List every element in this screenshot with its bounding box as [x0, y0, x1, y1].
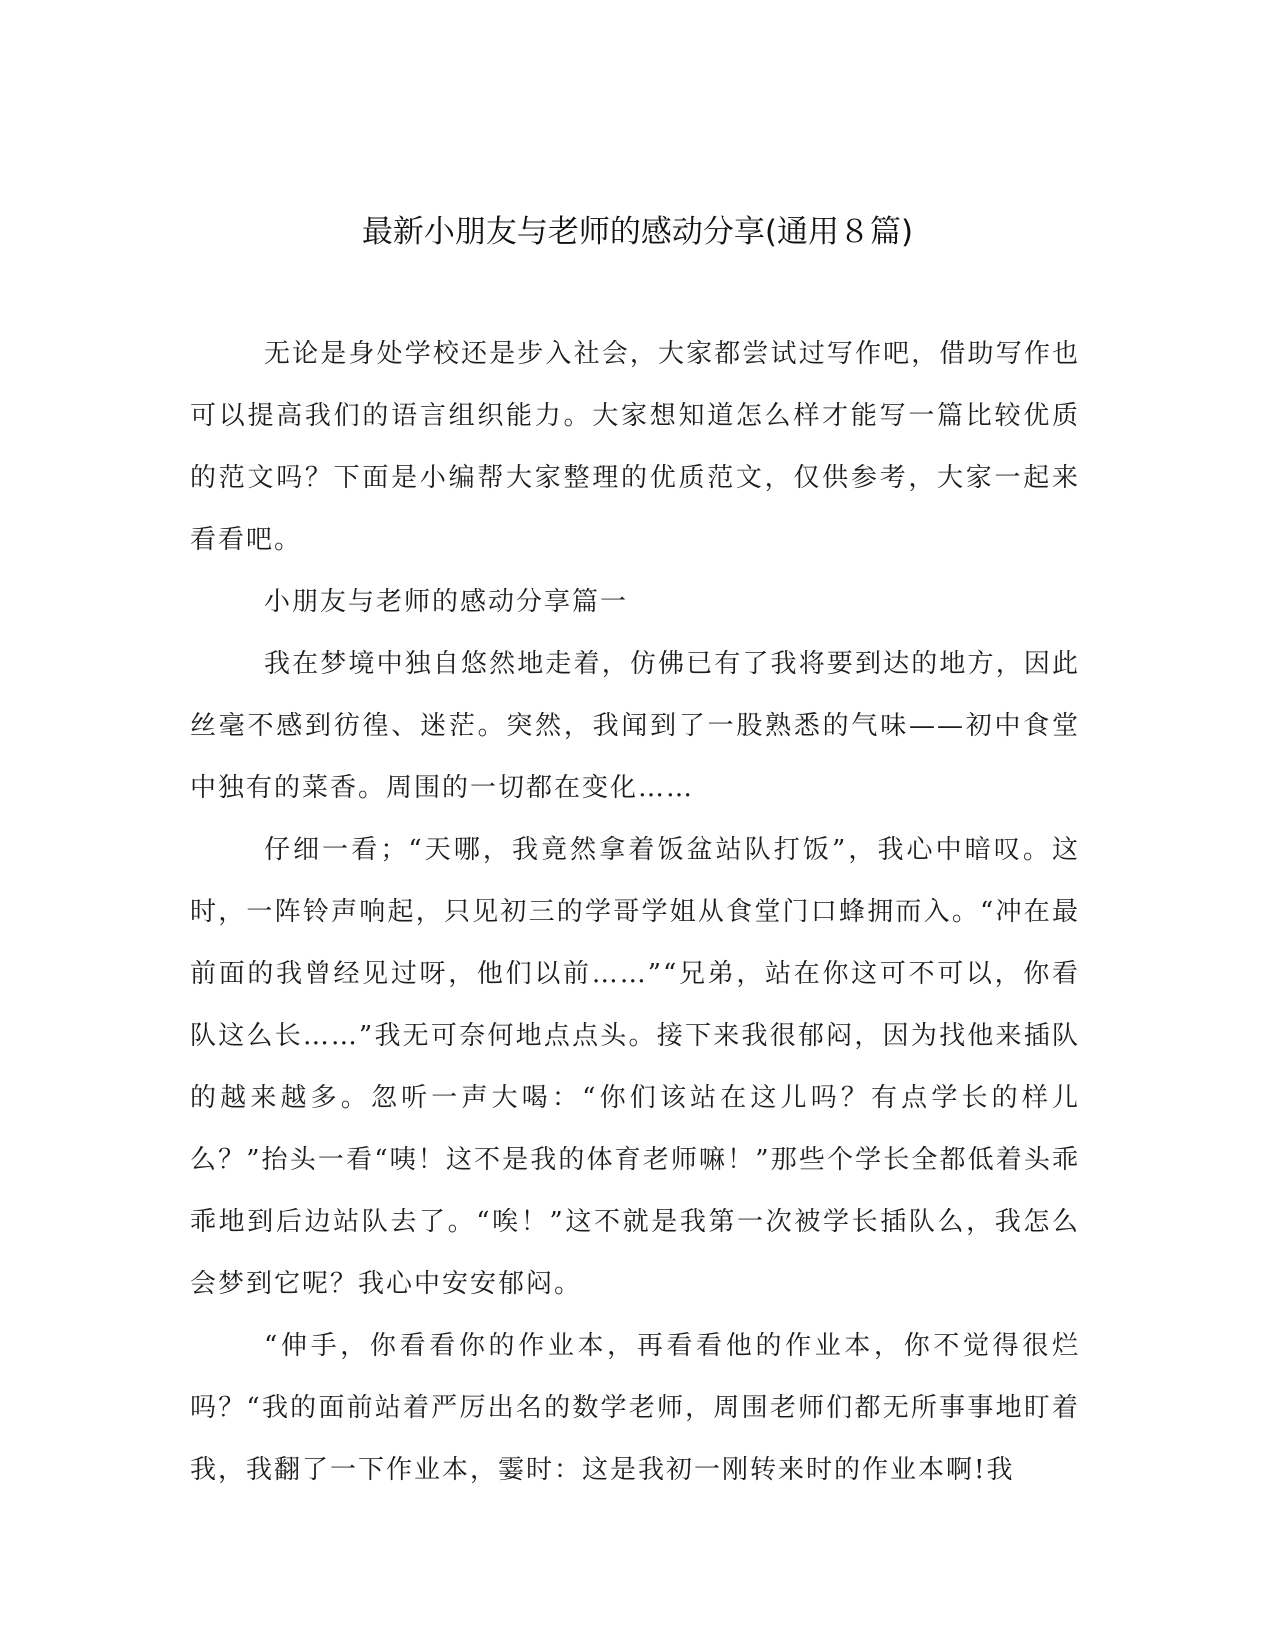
section-heading: 小朋友与老师的感动分享篇一	[264, 587, 629, 617]
document-title: 最新小朋友与老师的感动分享(通用８篇)	[361, 214, 914, 250]
intro-paragraph: 无论是身处学校还是步入社会，大家都尝试过写作吧，借助写作也可以提高我们的语言组织能力。大家想知道怎么样才能写一篇比较优质的范文吗？下面是小编帮大家整理的优质范文，仅供参考，大家一起来看看吧。	[190, 339, 1080, 555]
document-body	[190, 323, 1080, 1501]
body-paragraph: 仔细一看；“天哪，我竟然拿着饭盆站队打饭”，我心中暗叹。这时，一阵铃声响起，只见初三的学哥学姐从食堂门口蜂拥而入。“冲在最前面的我曾经见过呀，他们以前……”“兄弟，站在你这可不可以，你看队这么长……”我无可奈何地点点头。接下来我很郁闷，因为找他来插队的越来越多。忽听一声大喝：“你们该站在这儿吗？有点学长的样儿么？”抬头一看“咦！这不是我的体育老师嘛！”那些个学长全都低着头乖乖地到后边站队去了。“唉！”这不就是我第一次被学长插队么，我怎么会梦到它呢？我心中安安郁闷。	[190, 835, 1080, 1299]
body-paragraph: 我在梦境中独自悠然地走着，仿佛已有了我将要到达的地方，因此丝毫不感到彷徨、迷茫。突然，我闻到了一股熟悉的气味——初中食堂中独有的菜香。周围的一切都在变化……	[190, 649, 1080, 803]
body-paragraph: “伸手，你看看你的作业本，再看看他的作业本，你不觉得很烂吗？“我的面前站着严厉出名的数学老师，周围老师们都无所事事地盯着我，我翻了一下作业本，霎时：这是我初一刚转来时的作业本啊!我	[190, 1331, 1080, 1485]
